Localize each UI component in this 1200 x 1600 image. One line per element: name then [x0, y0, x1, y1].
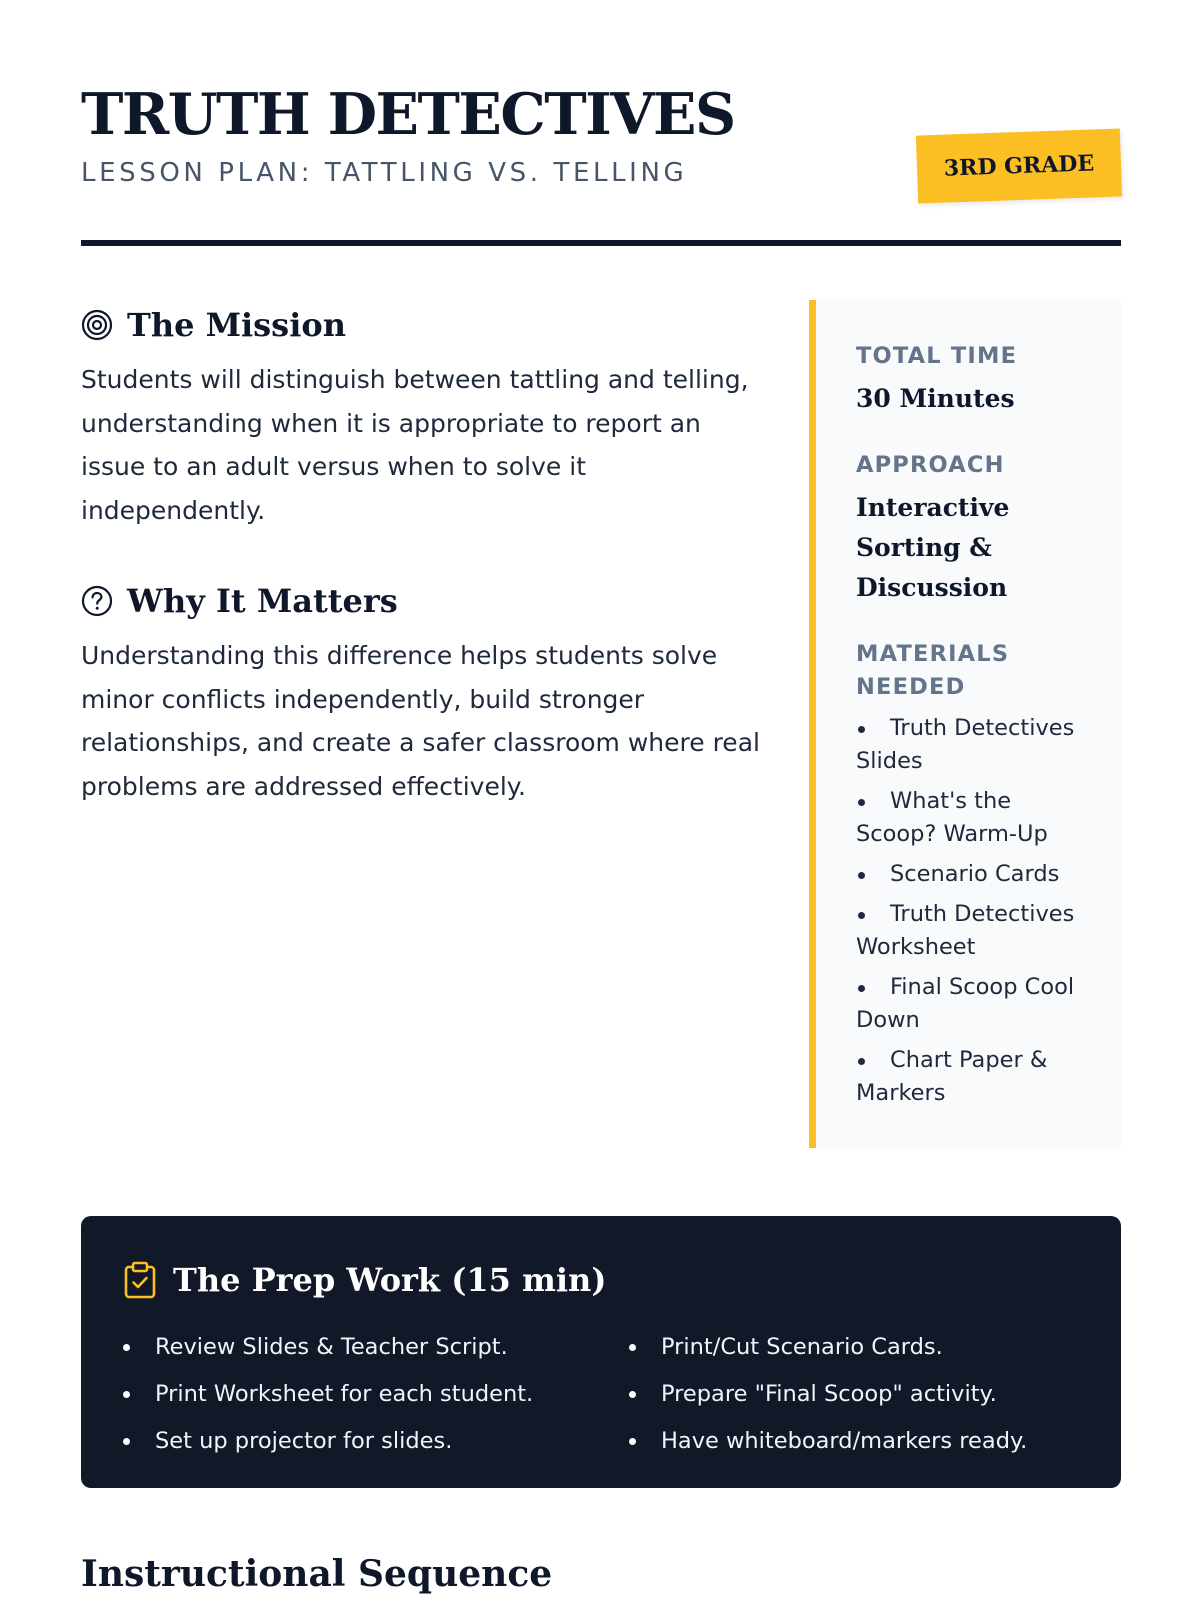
instructional-sequence-heading: Instructional Sequence [81, 1553, 553, 1595]
list-item: Final Scoop Cool Down [856, 971, 1097, 1037]
materials-label: MATERIALS NEEDED [856, 641, 1010, 700]
approach-label: APPROACH [856, 452, 1005, 478]
grade-badge: 3RD GRADE [916, 128, 1122, 203]
lesson-header [81, 82, 1121, 248]
header-divider [81, 240, 1121, 246]
lesson-info-sidebar [809, 300, 1121, 1148]
mission-text: Students will distinguish between tattling and telling, understanding when it is appropriate to report an issue to an adult versus when to solve it independently. [81, 365, 749, 525]
total-time-value: 30 Minutes [856, 384, 1015, 413]
materials-list [856, 712, 1097, 1110]
mission-title: The Mission [127, 306, 346, 344]
list-item: Truth Detectives Worksheet [856, 898, 1097, 964]
list-item: Scenario Cards [856, 858, 1097, 891]
list-item: What's the Scoop? Warm-Up [856, 785, 1097, 851]
why-heading [81, 576, 761, 626]
list-item: Print/Cut Scenario Cards. [629, 1324, 1083, 1371]
prep-checklist [123, 1324, 1083, 1465]
page-title: TRUTH DETECTIVES [81, 81, 735, 148]
prep-work-panel [81, 1216, 1121, 1488]
list-item: Print Worksheet for each student. [123, 1371, 629, 1418]
list-item: Truth Detectives Slides [856, 712, 1097, 778]
total-time-block [856, 340, 1097, 419]
list-item: Review Slides & Teacher Script. [123, 1324, 629, 1371]
mission-section [81, 300, 761, 532]
why-section [81, 576, 761, 808]
lesson-plan-page [81, 0, 1121, 1600]
prep-title: The Prep Work (15 min) [173, 1261, 607, 1299]
list-item: Have whiteboard/markers ready. [629, 1418, 1083, 1465]
prep-column-right [629, 1324, 1083, 1465]
list-item: Set up projector for slides. [123, 1418, 629, 1465]
why-text: Understanding this difference helps students solve minor conflicts independently, build stronger relationships, and create a safer classroom where real problems are addressed effectively. [81, 641, 760, 801]
list-item: Chart Paper & Markers [856, 1044, 1097, 1110]
clipboard-check-icon [123, 1261, 157, 1299]
approach-block [856, 449, 1097, 608]
target-icon [81, 309, 113, 341]
mission-heading [81, 300, 761, 350]
prep-heading [123, 1256, 1081, 1304]
materials-block [856, 638, 1097, 1110]
page-subtitle: LESSON PLAN: TATTLING VS. TELLING [81, 158, 688, 188]
main-column [81, 300, 761, 808]
prep-column-left [123, 1324, 629, 1465]
why-title: Why It Matters [127, 582, 398, 620]
question-circle-icon [81, 585, 113, 617]
total-time-label: TOTAL TIME [856, 343, 1018, 369]
approach-value: Interactive Sorting & Discussion [856, 493, 1010, 602]
list-item: Prepare "Final Scoop" activity. [629, 1371, 1083, 1418]
